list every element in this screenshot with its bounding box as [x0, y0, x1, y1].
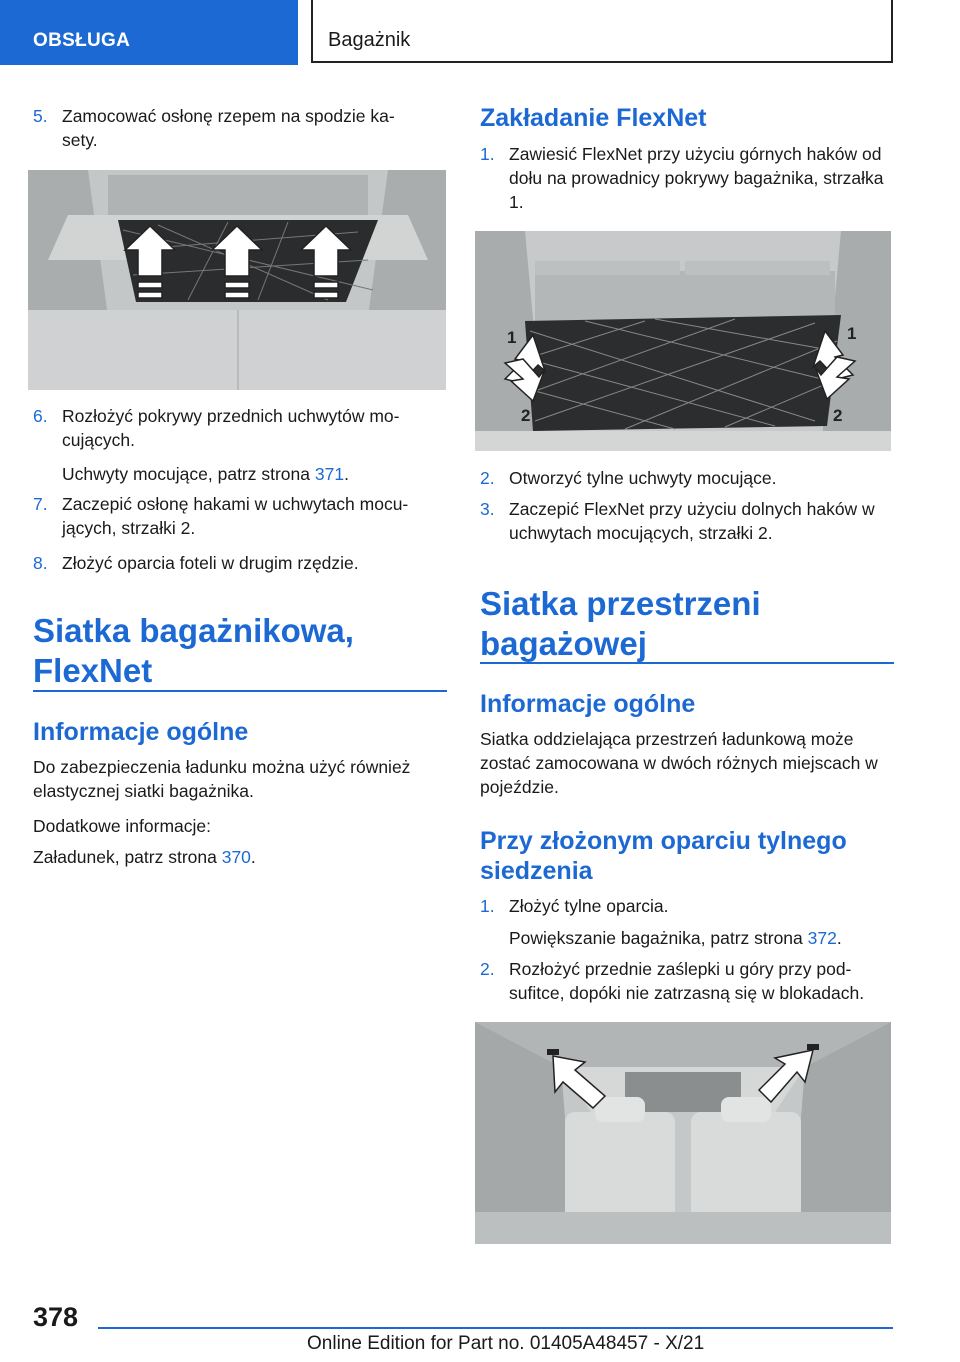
paragraph: Do zabezpieczenia ładunku można użyć również elastycznej siatki bagażnika.	[33, 757, 411, 801]
note-suffix: .	[836, 928, 842, 948]
subsection-title: Informacje ogólne	[480, 690, 696, 718]
arrow-label-2: 2	[521, 406, 531, 425]
step-number: 1.	[480, 896, 495, 916]
note-suffix: .	[344, 464, 349, 484]
section-rule	[33, 690, 447, 692]
step-text: Zamocować osłonę rzepem na spodzie ka- sety.	[62, 106, 395, 150]
page-link-371[interactable]: 371	[314, 464, 345, 484]
reference-suffix: .	[250, 847, 256, 867]
paragraph: Dodatkowe informacje:	[33, 816, 211, 836]
reference-prefix: Załadunek, patrz strona	[33, 847, 222, 867]
figure-flexnet-install	[475, 231, 891, 451]
edition-info: Online Edition for Part no. 01405A48457 - X/21	[307, 1333, 705, 1354]
cargo-cover-illustration	[28, 170, 446, 390]
step-number: 8.	[33, 553, 48, 573]
footer-rule	[98, 1327, 893, 1329]
step-text: Otworzyć tylne uchwyty mocujące.	[509, 468, 777, 488]
step-text: Zaczepić osłonę hakami w uchwytach mocu- jących, strzałki 2.	[62, 494, 409, 538]
subsection-title: Przy złożonym oparciu tylnego siedzenia	[480, 827, 847, 885]
step-text: Zaczepić FlexNet przy użyciu dolnych haków w uchwytach mocujących, strzałki 2.	[509, 499, 875, 543]
note-prefix: Uchwyty mocujące, patrz strona	[62, 464, 315, 484]
step-number: 5.	[33, 106, 48, 126]
arrow-label-1: 1	[847, 324, 857, 343]
chapter-label: Bagażnik	[328, 29, 411, 51]
page-number: 378	[33, 1302, 79, 1332]
step-text: Zawiesić FlexNet przy użyciu górnych haków od dołu na prowadnicy pokrywy bagażnika, strzałka 1.	[509, 144, 884, 212]
figure-cargo-cover-net	[28, 170, 446, 390]
step-text: Złożyć tylne oparcia.	[509, 896, 669, 916]
chapter-header	[311, 0, 893, 63]
paragraph: Siatka oddzielająca przestrzeń ładunkową może zostać zamocowana w dwóch różnych miejscach w pojeździe.	[480, 729, 878, 797]
page-link-370[interactable]: 370	[221, 847, 251, 867]
paragraph-reference	[33, 845, 447, 869]
section-title: Siatka bagażnikowa, FlexNet	[33, 612, 354, 689]
cabin-interior-illustration	[475, 1022, 891, 1244]
arrow-label-1: 1	[507, 328, 517, 347]
figure-ceiling-covers	[475, 1022, 891, 1244]
note-text	[62, 462, 448, 486]
step-number: 7.	[33, 494, 48, 514]
step-number: 6.	[33, 406, 48, 426]
step-text: Rozłożyć pokrywy przednich uchwytów mo- cujących.	[62, 406, 400, 450]
step-number: 2.	[480, 959, 495, 979]
flexnet-illustration	[475, 231, 891, 451]
section-rule	[480, 662, 894, 664]
section-tab	[0, 0, 298, 65]
note-prefix: Powiększanie bagażnika, patrz strona	[509, 928, 808, 948]
step-text: Rozłożyć przednie zaślepki u góry przy pod- sufitce, dopóki nie zatrzasną się w blokadach.	[509, 959, 865, 1003]
note-text	[509, 926, 895, 950]
step-text: Złożyć oparcia foteli w drugim rzędzie.	[62, 553, 359, 573]
section-label: OBSŁUGA	[33, 30, 131, 51]
section-title: Siatka przestrzeni bagażowej	[480, 585, 761, 662]
subsection-title: Informacje ogólne	[33, 718, 249, 746]
step-number: 2.	[480, 468, 495, 488]
arrow-label-2: 2	[833, 406, 843, 425]
page-link-372[interactable]: 372	[807, 928, 837, 948]
step-number: 1.	[480, 144, 495, 164]
step-number: 3.	[480, 499, 495, 519]
subsection-title: Zakładanie FlexNet	[480, 104, 707, 132]
